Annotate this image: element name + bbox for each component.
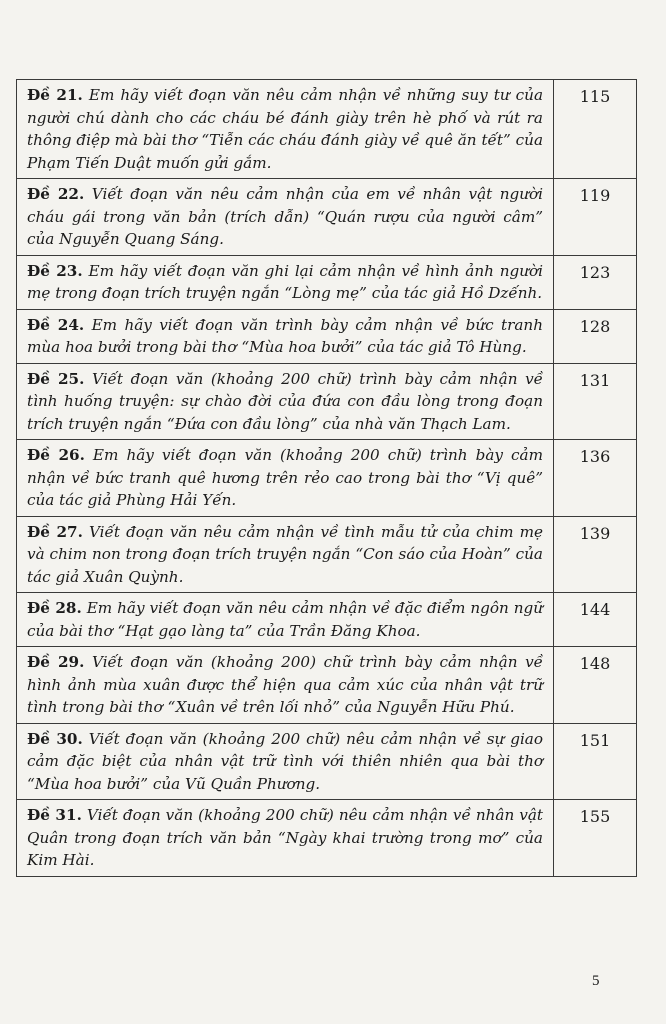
- entry-page: 136: [554, 440, 637, 517]
- entry-label: Đề 29.: [27, 653, 85, 671]
- entry-label: Đề 30.: [27, 729, 83, 748]
- entry-page: 123: [554, 255, 637, 309]
- entry-text: Viết đoạn văn nêu cảm nhận của em về nhân vật người cháu gái trong văn bản (trích dẫn) “Quán rượu của người câm” của Nguyễn Quang Sáng.: [27, 185, 544, 248]
- entry-label: Đề 28.: [27, 599, 82, 617]
- toc-entry: [17, 723, 554, 800]
- toc-row: [17, 363, 637, 440]
- toc-entry: [17, 647, 554, 724]
- entry-label: Đề 24.: [27, 315, 85, 334]
- toc-row: [17, 516, 637, 593]
- toc-entry: [17, 80, 554, 179]
- toc-entry: [17, 593, 554, 647]
- entry-text: Em hãy viết đoạn văn trình bày cảm nhận về bức tranh mùa hoa bưởi trong bài thơ “Mùa hoa bưởi” của tác giả Tô Hùng.: [27, 315, 543, 356]
- toc-entry: [17, 309, 554, 363]
- entry-label: Đề 27.: [27, 522, 83, 541]
- entry-text: Viết đoạn văn (khoảng 200 chữ) trình bày cảm nhận về tình huống truyện: sự chào đời của đứa con đầu lòng trong đoạn trích truyện ngắn “Đứa con đầu lòng” của nhà văn Thạch Lam.: [27, 369, 543, 433]
- entry-label: Đề 26.: [27, 446, 85, 464]
- toc-row: [17, 80, 637, 179]
- entry-text: Em hãy viết đoạn văn ghi lại cảm nhận về hình ảnh người mẹ trong đoạn trích truyện ngắn “Lòng mẹ” của tác giả Hồ Dzếnh.: [27, 261, 544, 302]
- entry-label: Đề 23.: [27, 261, 83, 280]
- entry-page: 155: [554, 800, 637, 877]
- table-of-contents: [16, 79, 637, 877]
- toc-row: [17, 723, 637, 800]
- toc-entry: [17, 516, 554, 593]
- toc-row: [17, 309, 637, 363]
- entry-text: Em hãy viết đoạn văn nêu cảm nhận về đặc điểm ngôn ngữ của bài thơ “Hạt gạo làng ta” của Trần Đăng Khoa.: [27, 599, 543, 640]
- entry-page: 144: [554, 593, 637, 647]
- toc-entry: [17, 179, 554, 256]
- toc-row: [17, 647, 637, 724]
- toc-entry: [17, 363, 554, 440]
- toc-entry: [17, 800, 554, 877]
- entry-text: Viết đoạn văn (khoảng 200 chữ) nêu cảm nhận về nhân vật Quân trong đoạn trích văn bản “Ngày khai trường trong mơ” của Kim Hài.: [27, 806, 543, 869]
- toc-row: [17, 800, 637, 877]
- entry-label: Đề 25.: [27, 369, 85, 388]
- toc-body: [17, 80, 637, 877]
- toc-row: [17, 255, 637, 309]
- entry-text: Em hãy viết đoạn văn nêu cảm nhận về những suy tư của người chú dành cho các cháu bé đánh giày trên hè phố và rút ra thông điệp mà bài thơ “Tiễn các cháu đánh giày về quê ăn tết” của Phạm Tiến Duật muốn gửi gắm.: [27, 86, 543, 172]
- entry-page: 119: [554, 179, 637, 256]
- entry-text: Viết đoạn văn nêu cảm nhận về tình mẫu tử của chim mẹ và chim non trong đoạn trích truyện ngắn “Con sáo của Hoàn” của tác giả Xuân Quỳnh.: [27, 522, 543, 586]
- toc-row: [17, 593, 637, 647]
- entry-page: 139: [554, 516, 637, 593]
- entry-page: 148: [554, 647, 637, 724]
- entry-label: Đề 21.: [27, 86, 83, 104]
- entry-page: 115: [554, 80, 637, 179]
- entry-text: Em hãy viết đoạn văn (khoảng 200 chữ) trình bày cảm nhận về bức tranh quê hương trên rẻo cao trong bài thơ “Vị quê” của tác giả Phùng Hải Yến.: [27, 446, 543, 509]
- entry-text: Viết đoạn văn (khoảng 200 chữ) nêu cảm nhận về sự giao cảm đặc biệt của nhân vật trữ tình với thiên nhiên qua bài thơ “Mùa hoa bưởi” của Vũ Quần Phương.: [27, 729, 543, 793]
- entry-page: 151: [554, 723, 637, 800]
- entry-page: 131: [554, 363, 637, 440]
- entry-label: Đề 31.: [27, 806, 82, 824]
- page-number: 5: [592, 973, 600, 989]
- toc-row: [17, 440, 637, 517]
- toc-entry: [17, 440, 554, 517]
- entry-page: 128: [554, 309, 637, 363]
- entry-label: Đề 22.: [27, 185, 85, 203]
- toc-entry: [17, 255, 554, 309]
- entry-text: Viết đoạn văn (khoảng 200) chữ trình bày cảm nhận về hình ảnh mùa xuân được thể hiện qua cảm xúc của nhân vật trữ tình trong bài thơ “Xuân về trên lối nhỏ” của Nguyễn Hữu Phú.: [27, 653, 543, 716]
- toc-row: [17, 179, 637, 256]
